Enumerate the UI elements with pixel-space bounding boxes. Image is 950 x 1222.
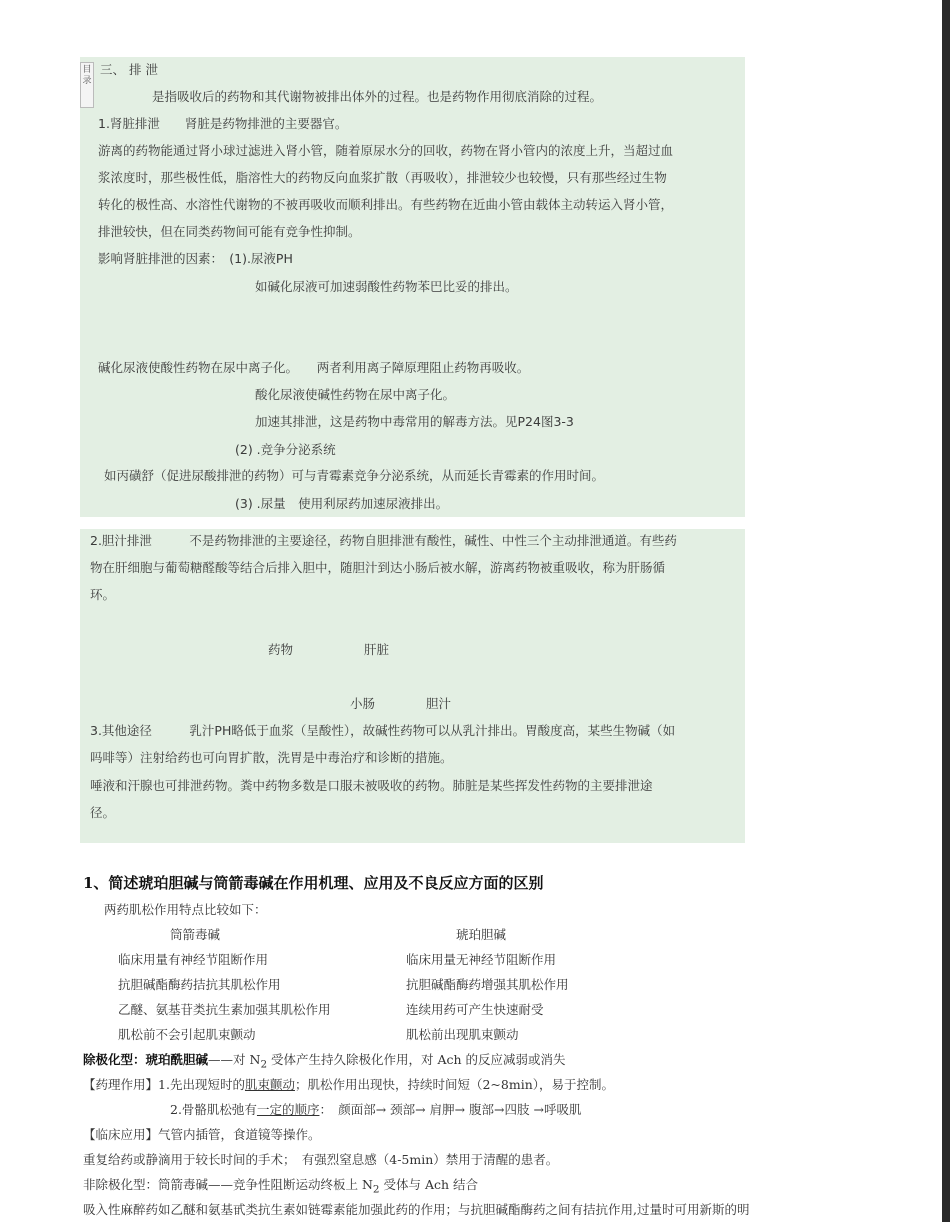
text-line: 排泄较快，但在同类药物间可能有竞争性抑制。 [98,224,361,239]
interaction-line: 吸入性麻醉药如乙醚和氨基甙类抗生素如链霉素能加强此药的作用；与抗胆碱酯酶药之间有拮抗作用,过量时可用新斯的明 [83,1202,750,1217]
scrollbar-track[interactable] [942,0,950,1222]
section-heading: 三、 排 泄 [100,62,158,77]
pharmacology-line-2: 2.骨骼肌松弛有一定的顺序： 颜面部→ 颈部→ 肩胛→ 腹部→四肢 →呼吸肌 [170,1102,582,1117]
diagram-label-drug: 药物 [268,642,294,657]
text-line: 是指吸收后的药物和其代谢物被排出体外的过程。也是药物作用彻底消除的过程。 [152,89,603,104]
text-line: 1.肾脏排泄 肾脏是药物排泄的主要器官。 [98,116,348,131]
compare-right: 连续用药可产生快速耐受 [406,1002,544,1017]
depolarizing-line: 除极化型：琥珀酰胆碱——对 $N_2$ 受体产生持久除极化作用，对 Ach 的反应减弱或消失 [83,1052,566,1071]
text-line: 酸化尿液使碱性药物在尿中离子化。 [255,387,456,402]
text-line: 唾液和汗腺也可排泄药物。粪中药物多数是口服未被吸收的药物。肺脏是某些挥发性药物的主要排泄途 [90,778,653,793]
clinical-line: 【临床应用】气管内插管，食道镜等操作。 [83,1127,321,1142]
text-line: 径。 [90,805,116,820]
col-left-header: 筒箭毒碱 [170,927,221,942]
text-line: 环。 [90,587,116,602]
text-line: 游离的药物能通过肾小球过滤进入肾小管，随着原尿水分的回收，药物在肾小管内的浓度上升，当超过血 [98,143,674,158]
diagram-label-bile: 胆汁 [426,696,452,711]
side-tab[interactable]: 目录 [80,62,94,108]
text-line: 如碱化尿液可加速弱酸性药物苯巴比妥的排出。 [255,279,518,294]
bile-excretion-panel [80,529,745,843]
question-heading: 1、简述琥珀胆碱与筒箭毒碱在作用机理、应用及不良反应方面的区别 [83,874,544,892]
compare-left: 乙醚、氨基苷类抗生素加强其肌松作用 [118,1002,331,1017]
compare-right: 临床用量无神经节阻断作用 [406,952,557,967]
text-line: 2.胆汁排泄 不是药物排泄的主要途径，药物自胆排泄有酸性，碱性、中性三个主动排泄通道。有些药 [90,533,677,548]
col-right-header: 琥珀胆碱 [456,927,507,942]
text-line: 加速其排泄，这是药物中毒常用的解毒方法。见P24图3-3 [255,414,574,429]
compare-right: 肌松前出现肌束颤动 [406,1027,519,1042]
diagram-label-liver: 肝脏 [364,642,390,657]
text-line: 转化的极性高、水溶性代谢物的不被再吸收而顺利排出。有些药物在近曲小管由载体主动转运入肾小管， [98,197,674,212]
compare-left: 抗胆碱酯酶药拮抗其肌松作用 [118,977,281,992]
text-line: 3.其他途径 乳汁PH略低于血浆（呈酸性），故碱性药物可以从乳汁排出。胃酸度高，某些生物碱（如 [90,723,676,738]
text-line: 碱化尿液使酸性药物在尿中离子化。 两者利用离子障原理阻止药物再吸收。 [98,360,530,375]
nondepolarizing-line: 非除极化型：筒箭毒碱——竞争性阻断运动终板上 $N_2$ 受体与 Ach 结合 [83,1177,479,1196]
diagram-label-intestine: 小肠 [350,696,376,711]
intro-text: 两药肌松作用特点比较如下： [104,902,267,917]
text-line: 如丙磺舒（促进尿酸排泄的药物）可与青霉素竞争分泌系统，从而延长青霉素的作用时间。 [104,468,605,483]
text-line: 吗啡等）注射给药也可向胃扩散，洗胃是中毒治疗和诊断的措施。 [90,750,453,765]
text-line: 物在肝细胞与葡萄糖醛酸等结合后排入胆中，随胆汁到达小肠后被水解，游离药物被重吸收，称为肝肠循 [90,560,666,575]
text-line: (2) .竞争分泌系统 [235,442,336,457]
compare-left: 肌松前不会引起肌束颤动 [118,1027,256,1042]
compare-right: 抗胆碱酯酶药增强其肌松作用 [406,977,569,992]
text-line: 浆浓度时，那些极性低，脂溶性大的药物反向血浆扩散（再吸收），排泄较少也较慢，只有那些经过生物 [98,170,667,185]
text-line: (3) .尿量 使用利尿药加速尿液排出。 [235,496,449,511]
repeat-dosing-line: 重复给药或静滴用于较长时间的手术； 有强烈窒息感（4-5min）禁用于清醒的患者。 [83,1152,559,1167]
pharmacology-line: 【药理作用】1.先出现短时的肌束颤动；肌松作用出现快，持续时间短（2~8min），易于控制。 [83,1077,615,1092]
compare-left: 临床用量有神经节阻断作用 [118,952,269,967]
text-line: 影响肾脏排泄的因素： (1).尿液PH [98,251,293,266]
